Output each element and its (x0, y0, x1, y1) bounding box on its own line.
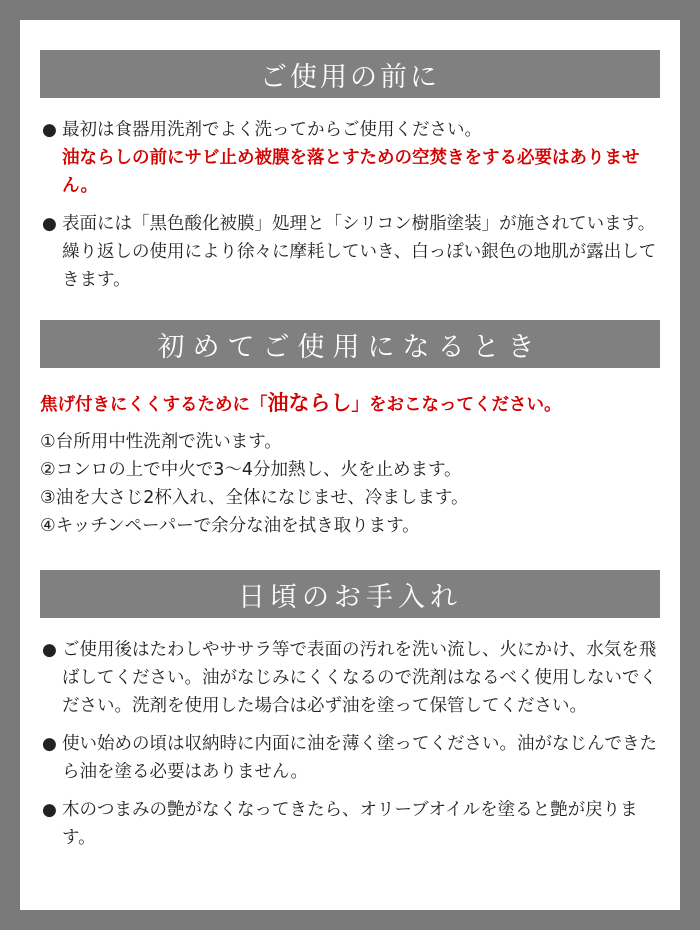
lead-before: 焦げ付きにくくするために「 (40, 395, 268, 415)
step-item: ①台所用中性洗剤で洗います。 (40, 432, 282, 452)
before-use-content (42, 116, 662, 294)
lead-emphasis: 油ならし (267, 391, 352, 415)
section-header-first-use (40, 320, 660, 368)
lead-after: 」をおこなってください。 (351, 395, 562, 415)
step-item: ②コンロの上で中火で3〜4分加熱し、火を止めます。 (40, 460, 462, 480)
item-text: ご使用後はたわしやササラ等で表面の汚れを洗い流し、火にかけ、水気を飛ばしてください。油がなじみにくくなるので洗剤はなるべく使用しないでください。洗剤を使用した場合は必ず油を塗って保管してください。 (62, 640, 657, 716)
section-title: ご使用の前に (260, 61, 440, 93)
bullet-icon: ● (42, 120, 57, 140)
section-header-daily-care (40, 570, 660, 618)
item-text: 最初は食器用洗剤でよく洗ってからご使用ください。 (62, 120, 482, 140)
daily-care-content (42, 636, 662, 852)
bullet-icon: ● (42, 800, 57, 820)
item-text: 木のつまみの艶がなくなってきたら、オリーブオイルを塗ると艶が戻ります。 (62, 800, 638, 848)
item-text: 使い始めの頃は収納時に内面に油を薄く塗ってください。油がなじんできたら油を塗る必要はありません。 (62, 734, 657, 782)
seasoning-steps (40, 428, 660, 540)
list-item (42, 796, 662, 852)
list-item (42, 730, 662, 786)
item-text: 表面には「黒色酸化被膜」処理と「シリコン樹脂塗装」が施されています。繰り返しの使用により徐々に摩耗していき、白っぽい銀色の地肌が露出してきます。 (62, 214, 657, 290)
important-note: 油ならしの前にサビ止め被膜を落とすための空焚きをする必要はありません。 (62, 148, 640, 196)
section-title: 初めてご使用になるとき (157, 331, 543, 363)
step-item: ③油を大さじ2杯入れ、全体になじませ、冷まします。 (40, 488, 469, 508)
bullet-icon: ● (42, 640, 57, 660)
list-item (42, 636, 662, 720)
oil-seasoning-lead (40, 388, 670, 420)
section-header-before-use (40, 50, 660, 98)
instruction-card (20, 20, 680, 910)
step-item: ④キッチンペーパーで余分な油を拭き取ります。 (40, 516, 420, 536)
list-item (42, 210, 662, 294)
bullet-icon: ● (42, 214, 57, 234)
bullet-icon: ● (42, 734, 57, 754)
list-item (42, 116, 662, 200)
section-title: 日頃のお手入れ (238, 581, 462, 613)
